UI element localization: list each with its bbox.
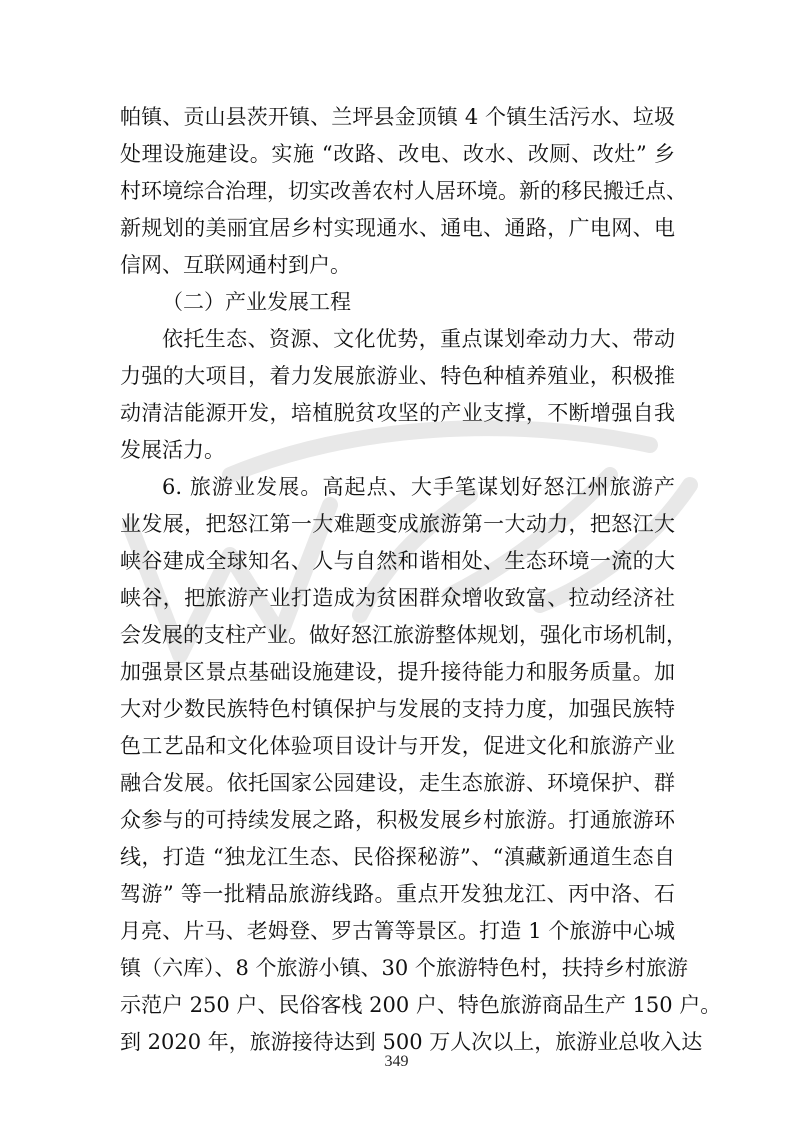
text-line: 会发展的支柱产业。做好怒江旅游整体规划，强化市场机制， — [120, 623, 687, 647]
text-line: 新规划的美丽宜居乡村实现通水、通电、通路，广电网、电 — [120, 216, 675, 240]
text-line: 力强的大项目，着力发展旅游业、特色种植养殖业，积极推 — [120, 364, 675, 388]
text-line: 业发展，把怒江第一大难题变成旅游第一大动力，把怒江大 — [120, 512, 675, 536]
section-heading: （二）产业发展工程 — [162, 290, 351, 314]
text-line: 镇（六库）、8 个旅游小镇、30 个旅游特色村，扶持乡村旅游 — [120, 956, 688, 980]
text-line: 发展活力。 — [120, 438, 225, 462]
text-line: 线，打造 “独龙江生态、民俗探秘游”、“滇藏新通道生态自 — [120, 845, 675, 869]
text-line: 众参与的可持续发展之路，积极发展乡村旅游。打通旅游环 — [120, 808, 675, 832]
paragraph-first-line: 6. 旅游业发展。高起点、大手笔谋划好怒江州旅游产 — [162, 475, 675, 499]
text-line: 色工艺品和文化体验项目设计与开发，促进文化和旅游产业 — [120, 734, 675, 758]
paragraph-first-line: 依托生态、资源、文化优势，重点谋划牵动力大、带动 — [162, 327, 675, 351]
text-line: 融合发展。依托国家公园建设，走生态旅游、环境保护、群 — [120, 771, 675, 795]
text-line: 处理设施建设。实施 “改路、改电、改水、改厕、改灶” 乡 — [120, 142, 675, 166]
text-line: 到 2020 年，旅游接待达到 500 万人次以上，旅游业总收入达 — [120, 1030, 703, 1054]
text-line: 村环境综合治理，切实改善农村人居环境。新的移民搬迁点、 — [120, 179, 687, 203]
text-line: 峡谷建成全球知名、人与自然和谐相处、生态环境一流的大 — [120, 549, 675, 573]
text-line: 峡谷，把旅游产业打造成为贫困群众增收致富、拉动经济社 — [120, 586, 675, 610]
text-line: 月亮、片马、老姆登、罗古箐等景区。打造 1 个旅游中心城 — [120, 919, 675, 943]
page-number: 349 — [384, 1053, 409, 1070]
text-line: 大对少数民族特色村镇保护与发展的支持力度，加强民族特 — [120, 697, 675, 721]
text-line: 示范户 250 户、民俗客栈 200 户、特色旅游商品生产 150 户。 — [120, 993, 722, 1017]
text-line: 驾游” 等一批精品旅游线路。重点开发独龙江、丙中洛、石 — [120, 882, 675, 906]
text-line: 帕镇、贡山县茨开镇、兰坪县金顶镇 4 个镇生活污水、垃圾 — [120, 105, 675, 129]
text-line: 信网、互联网通村到户。 — [120, 253, 351, 277]
text-line: 加强景区景点基础设施建设，提升接待能力和服务质量。加 — [120, 660, 675, 684]
text-line: 动清洁能源开发，培植脱贫攻坚的产业支撑，不断增强自我 — [120, 401, 675, 425]
